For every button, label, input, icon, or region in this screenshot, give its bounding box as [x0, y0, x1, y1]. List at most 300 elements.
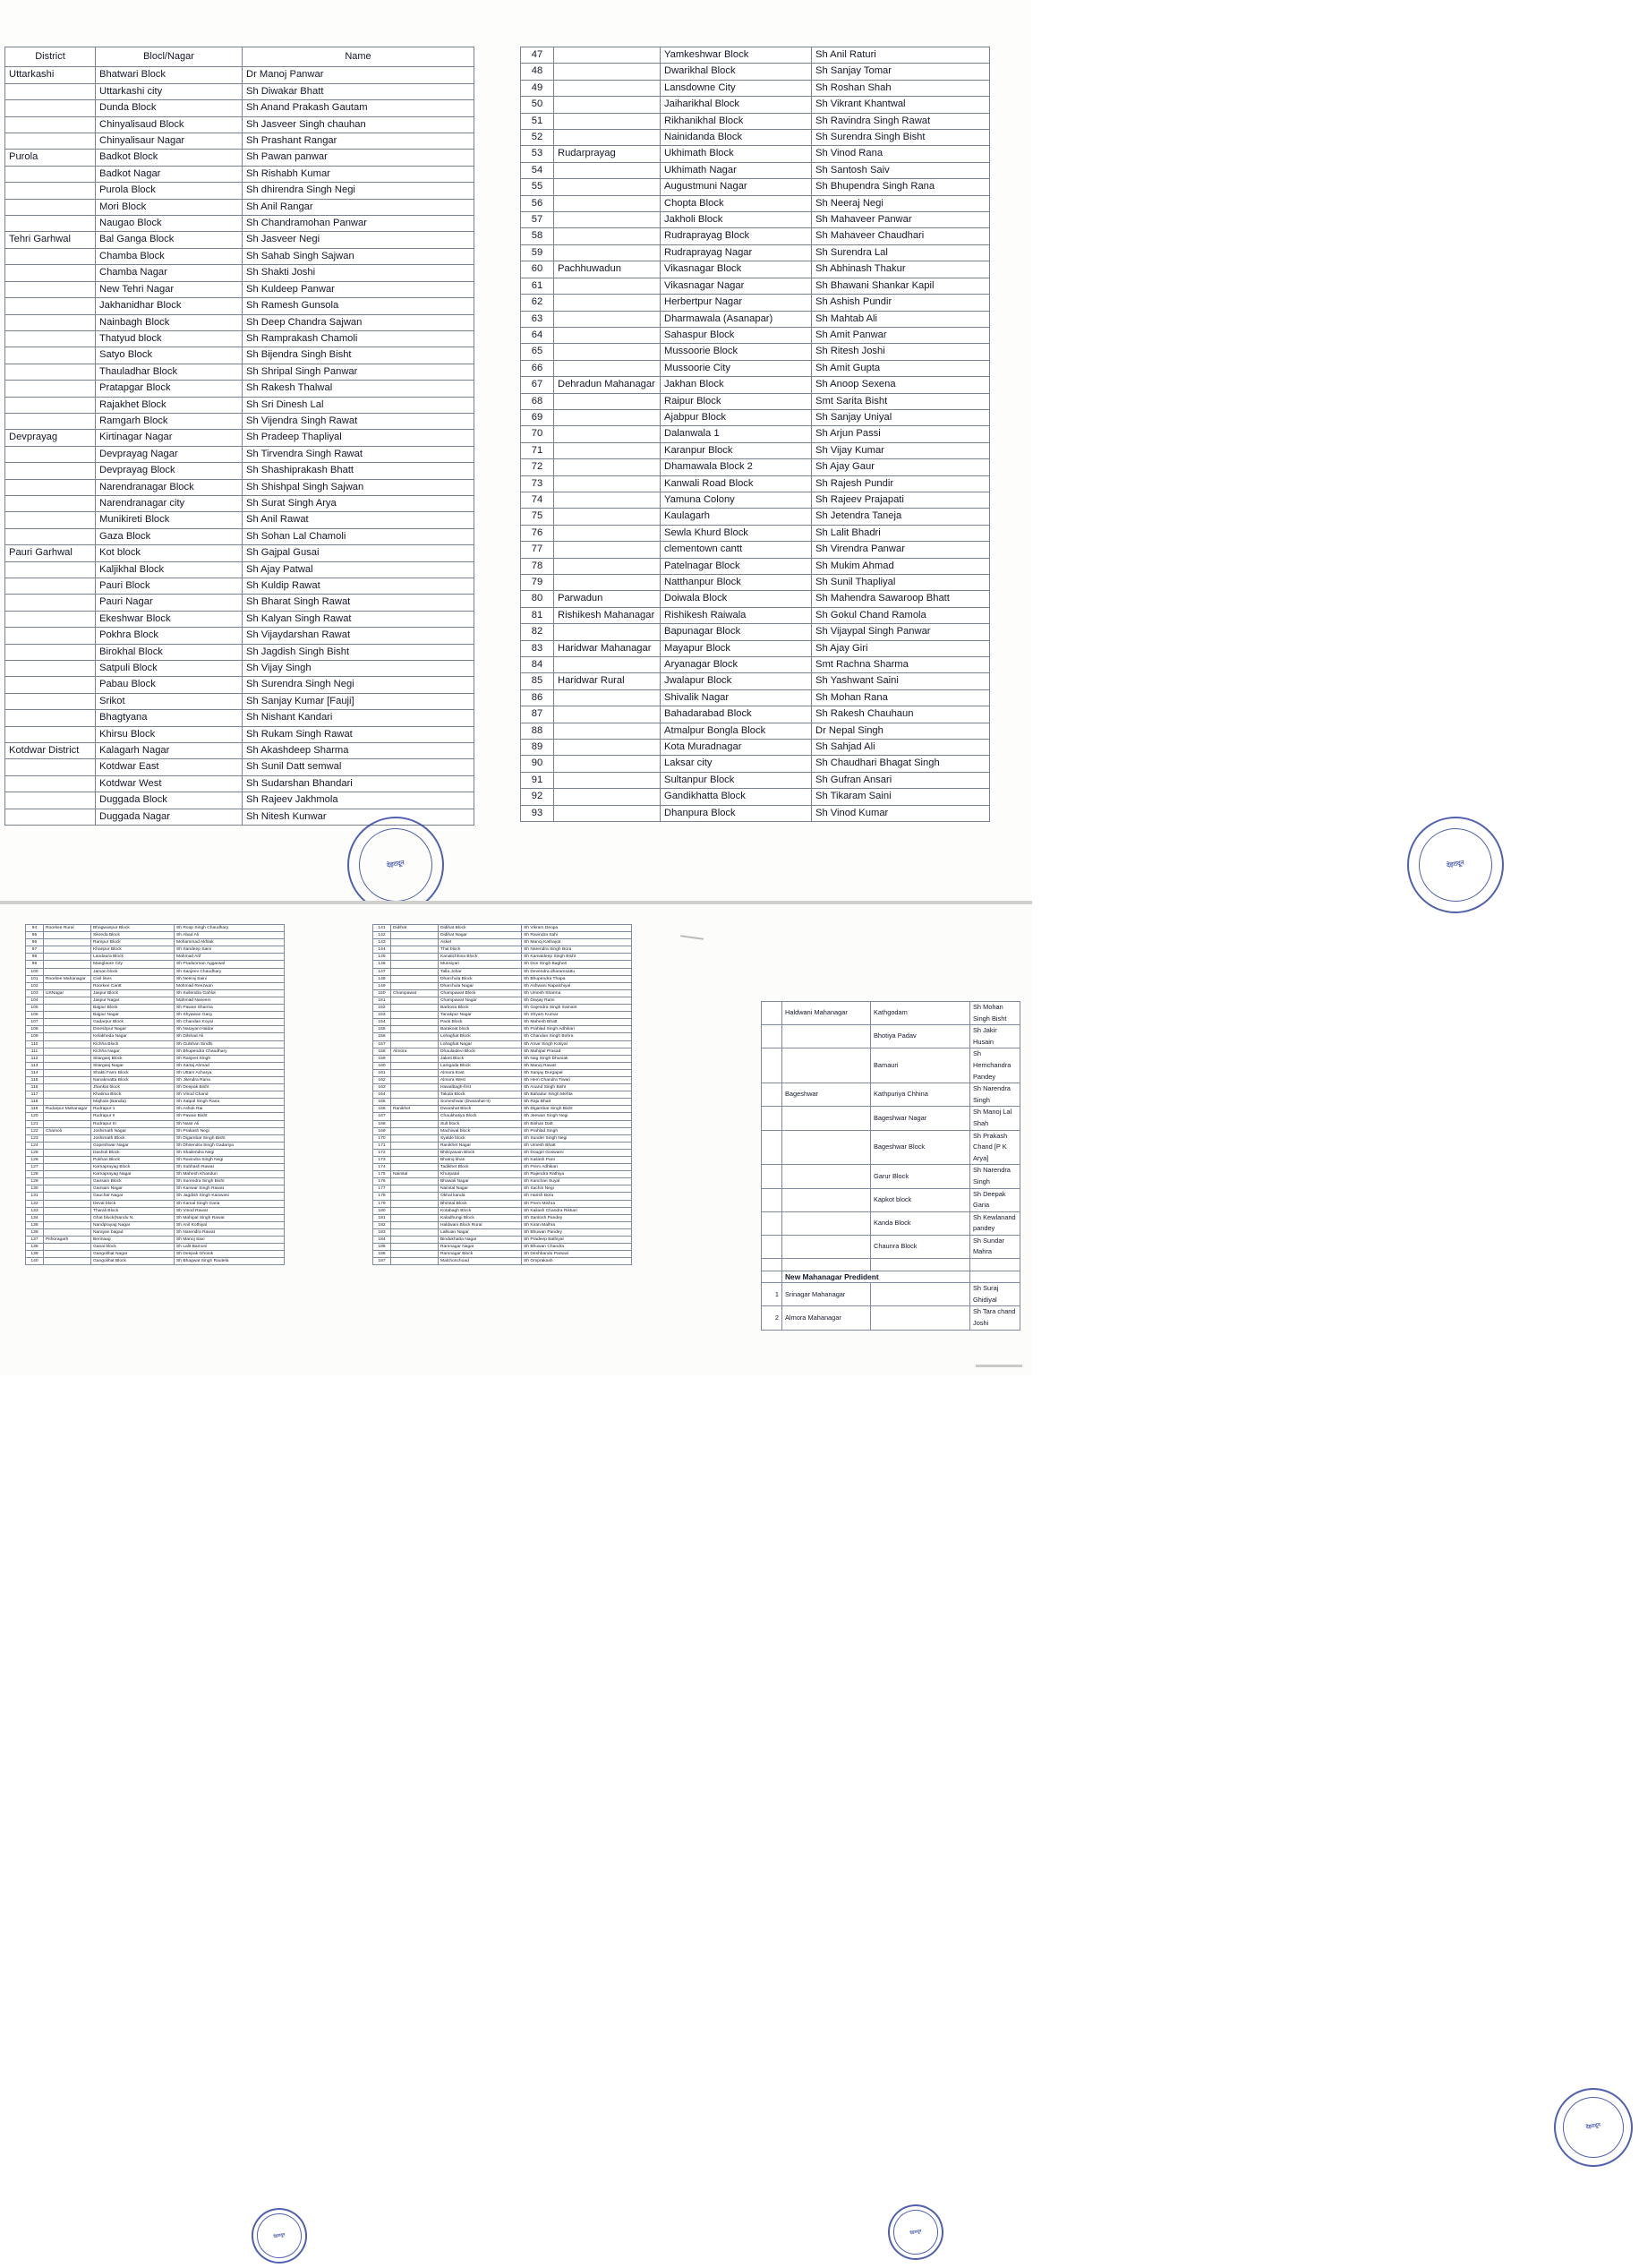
cell-serial: 96: [26, 939, 44, 946]
cell-name: Sh Sullendra Gahlot: [175, 989, 285, 997]
cell-block: Machiwal block: [439, 1127, 522, 1134]
cell-block: Munsiyari: [439, 961, 522, 968]
cell-serial: 95: [26, 932, 44, 939]
cell-district: [5, 347, 96, 364]
cell-block: Rudrapur III: [91, 1120, 175, 1127]
cell-district: [391, 1084, 439, 1091]
cell-serial: 166: [373, 1106, 391, 1113]
cell-name: Sh Mahtab Ali: [812, 311, 990, 327]
cell-block: Dalanwala 1: [661, 426, 812, 442]
cell-name: Sh Gufran Ansari: [812, 772, 990, 788]
cell-name: Sh Jakir Husain: [970, 1025, 1020, 1048]
cell-district: [44, 1171, 91, 1178]
cell-serial: 102: [26, 982, 44, 989]
cell-district: [391, 1062, 439, 1069]
cell-name: Sh Chandramohan Panwar: [243, 216, 474, 232]
cell-block: Didihat Nagar: [439, 932, 522, 939]
table-row: [5, 446, 474, 462]
cell-serial: 174: [373, 1164, 391, 1171]
table-row: [373, 982, 632, 989]
cell-block: Chopta Block: [661, 195, 812, 211]
cell-block: Roorkee Cantt: [91, 982, 175, 989]
cell-serial: 178: [373, 1193, 391, 1200]
cell-name: Sh Vijay Singh: [243, 661, 474, 677]
cell-district: [554, 228, 661, 244]
cell-serial: 175: [373, 1171, 391, 1178]
table-row: [5, 397, 474, 413]
cell-district: [391, 975, 439, 982]
cell-block: New Tehri Nagar: [96, 281, 243, 297]
cell-name: Sh Tikaram Saini: [812, 789, 990, 805]
cell-block: Dineshpur Nagar: [91, 1026, 175, 1033]
cell-name: Sh Narendra Singh: [970, 1083, 1020, 1107]
cell-serial: 111: [26, 1048, 44, 1055]
stamp-text-5: देहरादून: [1585, 2123, 1601, 2131]
cell-serial: 161: [373, 1069, 391, 1076]
cell-block: Champawat Block: [439, 989, 522, 997]
table-row: [26, 1113, 285, 1120]
cell-block: Doiwala Block: [661, 591, 812, 607]
cell-serial: 134: [26, 1214, 44, 1221]
table-row: [5, 150, 474, 166]
cell-name: Sh Hemchandra Pandey: [970, 1048, 1020, 1083]
cell-block: Karnaprayag Nagar: [91, 1171, 175, 1178]
table-row: [373, 1258, 632, 1265]
cell-district: [391, 1193, 439, 1200]
cell-serial: 51: [521, 113, 554, 129]
cell-serial: 58: [521, 228, 554, 244]
table-row: [5, 463, 474, 479]
cell-block: Bhawali Nagar: [439, 1178, 522, 1185]
table-row: [373, 1076, 632, 1083]
table-row: [521, 492, 990, 508]
cell-district: [554, 426, 661, 442]
cell-block: Satyo Block: [96, 347, 243, 364]
table-row: [373, 961, 632, 968]
cell-name: Sh Ashish Pundir: [812, 295, 990, 311]
cell-block: Asket: [439, 939, 522, 946]
table-row: [26, 1207, 285, 1214]
table-row: [521, 97, 990, 113]
cell-block: Lohaghat Nagar: [439, 1040, 522, 1048]
cell-district: [5, 726, 96, 742]
table-row: [26, 1258, 285, 1265]
cell-district: Rishikesh Mahanagar: [554, 607, 661, 623]
cell-district: [5, 628, 96, 644]
cell-serial: 180: [373, 1207, 391, 1214]
table-row: [762, 1165, 1020, 1188]
cell-name: Sh Sahab Singh Sajwan: [243, 248, 474, 264]
cell-serial: 56: [521, 195, 554, 211]
cell-serial: 122: [26, 1127, 44, 1134]
cell-name: Sh Jeewan Singh Negi: [522, 1113, 632, 1120]
cell-block: Dharchula Nagar: [439, 982, 522, 989]
cell-serial: 64: [521, 327, 554, 343]
table-row: [26, 1157, 285, 1164]
cell-block: Bindukhatta Nagar: [439, 1237, 522, 1244]
table-row: [521, 64, 990, 80]
cell-name: Sh Bhuwan Pandey: [522, 1228, 632, 1236]
cell-name: Sh Gajpal Gusai: [243, 545, 474, 561]
cell-blank: [762, 1259, 782, 1271]
cell-name: Sh Shyam Kumar: [522, 1012, 632, 1019]
cell-district: [5, 528, 96, 544]
cell-block: Gangolihat Block: [91, 1258, 175, 1265]
cell-name: Sh Bhawani Shankar Kapil: [812, 278, 990, 294]
cell-name: Sh Abhinash Thakur: [812, 261, 990, 278]
table-row: [521, 509, 990, 525]
cell-block: Pabau Block: [96, 677, 243, 693]
table-row: [373, 1120, 632, 1127]
cell-district: [554, 459, 661, 475]
table-row: [521, 706, 990, 723]
cell-district: [5, 397, 96, 413]
cell-district: [391, 1055, 439, 1062]
district-block-table-4: [372, 924, 632, 1265]
cell-name: Sh Sanjeev Chaudhary: [175, 968, 285, 975]
cell-district: [44, 1149, 91, 1156]
cell-block: Gopeshwar Nagar: [91, 1142, 175, 1149]
table-row: [26, 1099, 285, 1106]
cell-block: Birokhal Block: [96, 644, 243, 660]
cell-serial: 114: [26, 1069, 44, 1076]
table-row: [26, 1040, 285, 1048]
cell-block: Srikot: [96, 693, 243, 709]
cell-serial: [762, 1211, 782, 1235]
cell-serial: 109: [26, 1033, 44, 1040]
cell-block: Bhikiyasain Block: [439, 1149, 522, 1156]
cell-serial: 57: [521, 212, 554, 228]
cell-name: Sh Sahjad Ali: [812, 740, 990, 756]
cell-serial: 131: [26, 1193, 44, 1200]
cell-mahanagar: Almora Mahanagar: [782, 1306, 871, 1330]
cell-district: [554, 162, 661, 178]
cell-name: Sh Rajendra Rathiya: [522, 1171, 632, 1178]
cell-name: Sh Surat Singh Arya: [243, 495, 474, 511]
table-row: [373, 1171, 632, 1178]
cell-block: Dhanpura Block: [661, 805, 812, 821]
cell-district: [391, 1214, 439, 1221]
table-row: [762, 1235, 1020, 1258]
cell-name: Sh Bishan Datt: [522, 1120, 632, 1127]
cell-district: [391, 1207, 439, 1214]
cell-block: Paoti Block: [439, 1019, 522, 1026]
cell-block: Rampur Block: [91, 939, 175, 946]
cell-serial: 162: [373, 1076, 391, 1083]
table-row: [521, 179, 990, 195]
cell-block: Gauchar Nagar: [91, 1193, 175, 1200]
cell-serial: [762, 1130, 782, 1165]
table-container-2: [520, 47, 990, 822]
table-row: [521, 607, 990, 623]
table-row: [521, 327, 990, 343]
cell-district: Pachhuwadun: [554, 261, 661, 278]
cell-name: Sh Sundar Mahra: [970, 1235, 1020, 1258]
table-row: [5, 677, 474, 693]
cell-district: [554, 130, 661, 146]
table-row: [5, 743, 474, 759]
cell-name: Sh Amar Singh Kotiyal: [522, 1040, 632, 1048]
cell-district: [391, 1019, 439, 1026]
table-row: [521, 723, 990, 739]
cell-serial: 136: [26, 1228, 44, 1236]
cell-block: Thauladhar Block: [96, 364, 243, 380]
cell-serial: 120: [26, 1113, 44, 1120]
table-row: [26, 1251, 285, 1258]
cell-block: Naugao Block: [96, 216, 243, 232]
cell-name: Sh Digambar Singh Bisht: [175, 1134, 285, 1142]
table-row: [521, 295, 990, 311]
cell-serial: 104: [26, 997, 44, 1004]
cell-district: [5, 710, 96, 726]
cell-district: Roorkee Mahanagar: [44, 975, 91, 982]
cell-name: Sh Ranjeet Singh: [175, 1055, 285, 1062]
cell-block: Deval block: [91, 1200, 175, 1207]
cell-block: Raipur Block: [661, 393, 812, 409]
cell-district: [554, 179, 661, 195]
cell-serial: 93: [521, 805, 554, 821]
cell-serial: [762, 1235, 782, 1258]
cell-serial: 74: [521, 492, 554, 508]
cell-name: Sh Bijendra Singh Bisht: [243, 347, 474, 364]
column-header-block: Blocl/Nagar: [96, 47, 243, 67]
cell-name: Sh Sachin Negi: [522, 1185, 632, 1193]
cell-name: Sh Mahendra Sawaroop Bhatt: [812, 591, 990, 607]
cell-district: [44, 1120, 91, 1127]
cell-name: Sh Dhirendra Singh Gadariya: [175, 1142, 285, 1149]
cell-block: Ranikhet Nagar: [439, 1142, 522, 1149]
cell-block: Bhatroj khan: [439, 1157, 522, 1164]
cell-name: Sh Manoj Rawat: [522, 1062, 632, 1069]
cell-block: Badkot Nagar: [96, 166, 243, 182]
cell-name: Sh Ramesh Gunsola: [243, 298, 474, 314]
cell-block: Jaketi Block: [439, 1055, 522, 1062]
official-seal-stamp: [247, 2204, 312, 2268]
cell-district: [5, 133, 96, 150]
table-row: [373, 1134, 632, 1142]
cell-name: Sh Anil Kothiyal: [175, 1221, 285, 1228]
cell-district: [782, 1165, 871, 1188]
cell-district: [554, 624, 661, 640]
cell-serial: 86: [521, 689, 554, 706]
cell-district: [44, 1207, 91, 1214]
table-row: [26, 946, 285, 954]
cell-name: Sh Ajay Gaur: [812, 459, 990, 475]
table-row: [26, 1142, 285, 1149]
cell-block: Ghat block(Nandu N.: [91, 1214, 175, 1221]
cell-district: [5, 809, 96, 825]
cell-block: Rudraprayag Block: [661, 228, 812, 244]
cell-block: Chaunra Block: [871, 1235, 970, 1258]
cell-district: [44, 1069, 91, 1076]
table-row: [373, 1113, 632, 1120]
cell-district: [391, 939, 439, 946]
cell-block: Kanda Block: [871, 1211, 970, 1235]
cell-block: Ukhimath Block: [661, 146, 812, 162]
cell-block: Lansdowne City: [661, 80, 812, 96]
table-row: [5, 347, 474, 364]
cell-name: Sh dhirendra Singh Negi: [243, 183, 474, 199]
cell-name: Sh Kiran Malhra: [522, 1221, 632, 1228]
table-row: [521, 195, 990, 211]
cell-district: [44, 1164, 91, 1171]
cell-district: [391, 1091, 439, 1099]
cell-blank: [871, 1259, 970, 1271]
cell-block: Kichha Block: [91, 1040, 175, 1048]
cell-name: Sh Kamal Singh Garia: [175, 1200, 285, 1207]
table-row: [5, 628, 474, 644]
cell-district: [554, 772, 661, 788]
cell-serial: 54: [521, 162, 554, 178]
table-row: [762, 1283, 1020, 1306]
cell-block: Kanwali Road Block: [661, 475, 812, 492]
cell-name: Sh Arjun Passi: [812, 426, 990, 442]
cell-name: Sh Mahesh Bhatt: [522, 1019, 632, 1026]
cell-name: Sh Nitesh Kunwar: [243, 809, 474, 825]
table-row: [373, 932, 632, 939]
cell-serial: 66: [521, 360, 554, 376]
table-row: [373, 1012, 632, 1019]
cell-name: Sh Jasveer Singh chauhan: [243, 116, 474, 133]
cell-serial: 53: [521, 146, 554, 162]
cell-name: Sh Shakti Joshi: [243, 265, 474, 281]
table-row: [26, 1149, 285, 1156]
cell-district: [391, 982, 439, 989]
cell-block: Badkot Block: [96, 150, 243, 166]
cell-district: [554, 295, 661, 311]
cell-district: [554, 360, 661, 376]
table-row: [373, 1149, 632, 1156]
cell-district: [554, 525, 661, 541]
cell-district: Purola: [5, 150, 96, 166]
cell-name: Sh Sanjay Tomar: [812, 64, 990, 80]
cell-name: Sh Hem Chandra Tiwari: [522, 1076, 632, 1083]
cell-district: [554, 723, 661, 739]
cell-name: Sh Jagdish Singh Kaiswasi: [175, 1193, 285, 1200]
cell-block: Duggada Block: [96, 792, 243, 809]
cell-serial: 140: [26, 1258, 44, 1265]
cell-district: [391, 954, 439, 961]
table-row: [521, 673, 990, 689]
scanned-page-bottom-left: [0, 904, 345, 2239]
district-block-table-3: [25, 924, 285, 1265]
cell-serial: 98: [26, 954, 44, 961]
cell-block: Nandprayag Nagar: [91, 1221, 175, 1228]
cell-block: Ekeshwar Block: [96, 611, 243, 627]
cell-block: Vikasnagar Nagar: [661, 278, 812, 294]
table-row: [373, 1033, 632, 1040]
table-row: [5, 281, 474, 297]
cell-district: [5, 413, 96, 429]
cell-serial: 179: [373, 1200, 391, 1207]
cell-district: [5, 166, 96, 182]
table-row: [26, 1193, 285, 1200]
cell-serial: 168: [373, 1120, 391, 1127]
cell-district: [782, 1235, 871, 1258]
cell-district: Haridwar Rural: [554, 673, 661, 689]
cell-serial: 137: [26, 1237, 44, 1244]
cell-serial: 171: [373, 1142, 391, 1149]
cell-district: [44, 1033, 91, 1040]
cell-district: [44, 1076, 91, 1083]
cell-block: Bhagwanpur Block: [91, 925, 175, 932]
table-container-5: [761, 1001, 1020, 1331]
cell-block: Gangolihat Nagar: [91, 1251, 175, 1258]
cell-name: Sh Bhupendra Chaudhary: [175, 1048, 285, 1055]
cell-district: [5, 495, 96, 511]
cell-block: Nanakmatta Block: [91, 1076, 175, 1083]
cell-name: Sh Prashant Rangar: [243, 133, 474, 150]
table-row: [373, 1040, 632, 1048]
table-row: [5, 183, 474, 199]
cell-name: Sh Tirvendra Singh Rawat: [243, 446, 474, 462]
table-row: [373, 1207, 632, 1214]
table-row: [26, 1076, 285, 1083]
cell-serial: 149: [373, 982, 391, 989]
cell-block: Purola Block: [96, 183, 243, 199]
cell-name: Sh Neeraj Negi: [812, 195, 990, 211]
scanned-page-top-left: [0, 0, 516, 904]
cell-district: [44, 1193, 91, 1200]
cell-district: [554, 805, 661, 821]
cell-name: Sh Deshbandu Panwal: [522, 1251, 632, 1258]
cell-name: Sh Rukam Singh Rawat: [243, 726, 474, 742]
cell-district: Haldwani Mahanagar: [782, 1002, 871, 1025]
official-seal-stamp: [884, 2200, 948, 2264]
cell-block: Yamkeshwar Block: [661, 47, 812, 64]
column-header-district: District: [5, 47, 96, 67]
cell-district: [391, 997, 439, 1004]
cell-name: Sh Shyawan Garg: [175, 1012, 285, 1019]
cell-block: Almora West: [439, 1076, 522, 1083]
cell-serial: 97: [26, 946, 44, 954]
cell-serial: 172: [373, 1149, 391, 1156]
cell-serial: 164: [373, 1091, 391, 1099]
cell-district: [5, 298, 96, 314]
cell-district: [44, 968, 91, 975]
table-row: [26, 1005, 285, 1012]
table-row: [373, 1200, 632, 1207]
cell-name: Sh Sartaj Ahmad: [175, 1062, 285, 1069]
cell-name: Sh Nasir Ali: [175, 1120, 285, 1127]
table-row: [373, 1106, 632, 1113]
cell-serial: [762, 1107, 782, 1130]
cell-serial: 105: [26, 1005, 44, 1012]
cell-name: Sh Umesh Sharma: [522, 989, 632, 997]
cell-name: Sh Shishpal Singh Sajwan: [243, 479, 474, 495]
cell-serial: 117: [26, 1091, 44, 1099]
cell-district: [391, 1113, 439, 1120]
cell-name: Sh Bhuwan Chandra: [522, 1244, 632, 1251]
cell-block: Jhankat block: [91, 1084, 175, 1091]
cell-name: Sh Kanchan Suyal: [522, 1178, 632, 1185]
cell-name: Sh Mahipal Singh Rawat: [175, 1214, 285, 1221]
table-row: [26, 1237, 285, 1244]
cell-block: Civil lines: [91, 975, 175, 982]
cell-name: Sh Pradeep Bathiyal: [522, 1237, 632, 1244]
cell-block: Devprayag Block: [96, 463, 243, 479]
cell-district: Devprayag: [5, 430, 96, 446]
cell-name: Sh Jasveer Negi: [243, 232, 474, 248]
table-row: [521, 162, 990, 178]
cell-district: [554, 327, 661, 343]
table-row: [373, 1178, 632, 1185]
cell-name: Sh Anand Prakash Gautam: [243, 100, 474, 116]
cell-district: [44, 1244, 91, 1251]
table-row: [521, 789, 990, 805]
cell-district: [5, 677, 96, 693]
table-row: [521, 772, 990, 788]
